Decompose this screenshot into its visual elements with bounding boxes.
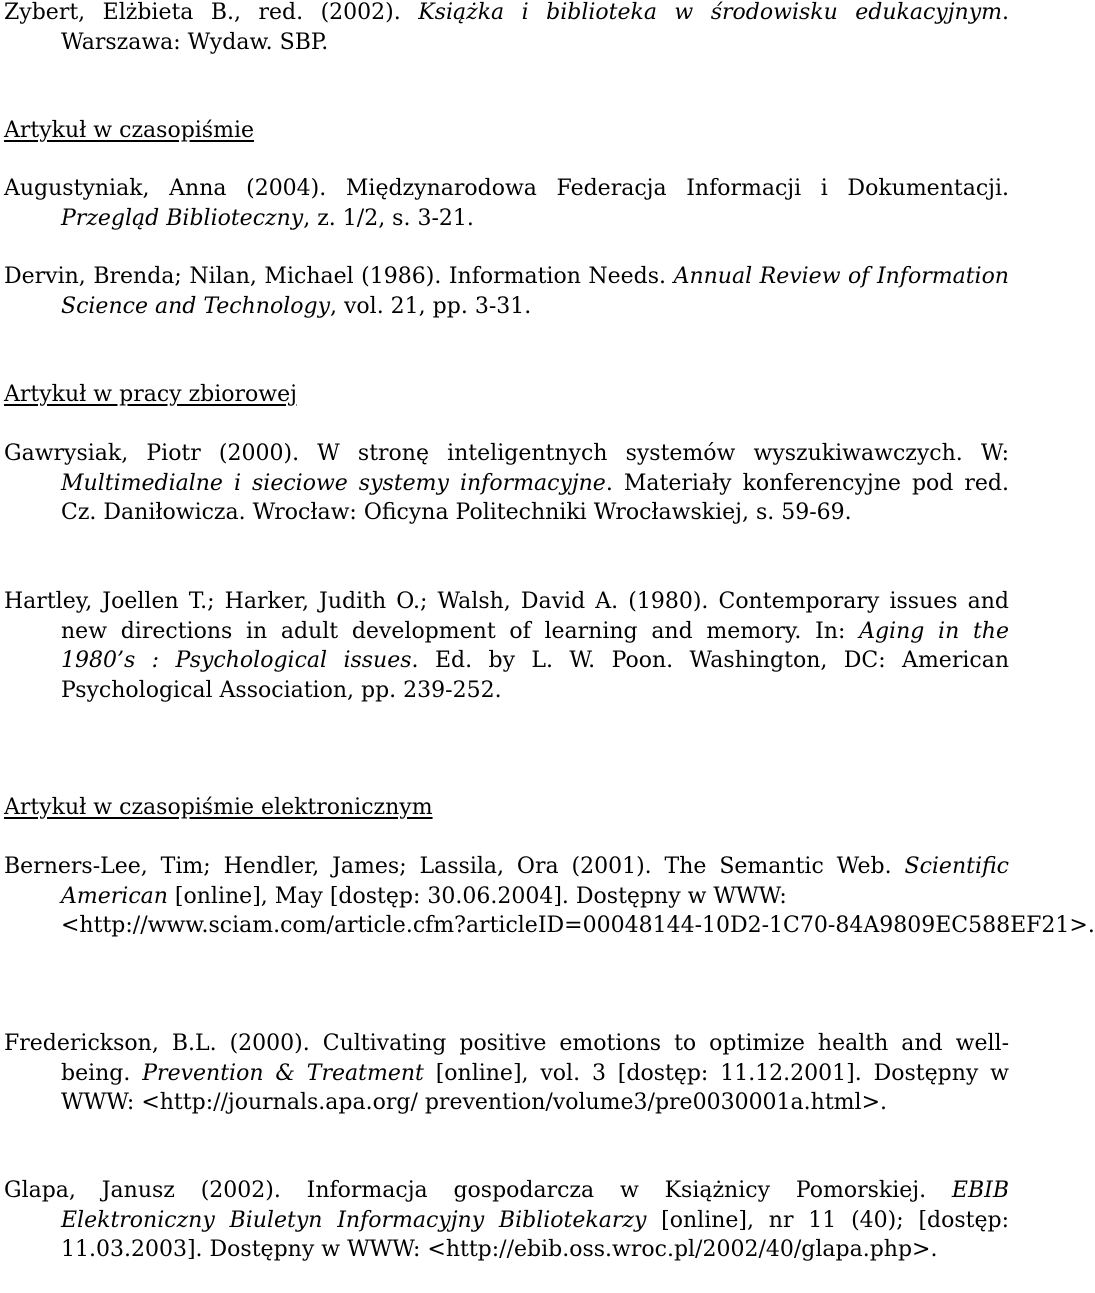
reference-berners-lee: Berners-Lee, Tim; Hendler, James; Lassila, Ora (2001). The Semantic Web. Scientific American [online], May [dostęp: 30.06.2004]. Dostępny w WWW: <http://www.sciam.com/article.cfm?articleID=00048144-10D2-1C70-84A9809EC588EF21>. xyxy=(4,854,1095,938)
section-heading-collective-work-article: Artykuł w pracy zbiorowej xyxy=(4,382,297,407)
reference-dervin: Dervin, Brenda; Nilan, Michael (1986). Information Needs. Annual Review of Information Science and Technology, vol. 21, pp. 3-31. xyxy=(4,264,1009,319)
reference-hartley: Hartley, Joellen T.; Harker, Judith O.; Walsh, David A. (1980). Contemporary issues and new directions in adult development of learning and memory. In: Aging in the 1980’s : Psychological issues. Ed. by L. W. Poon. Washington, DC: American Psychological Association, pp. 239-252. xyxy=(4,589,1009,703)
reference-glapa: Glapa, Janusz (2002). Informacja gospodarcza w Książnicy Pomorskiej. EBIB Elektroniczny Biuletyn Informacyjny Bibliotekarzy [online], nr 11 (40); [dostęp: 11.03.2003]. Dostępny w WWW: <http://ebib.oss.wroc.pl/2002/40/glapa.php>. xyxy=(4,1178,1009,1262)
reference-gawrysiak: Gawrysiak, Piotr (2000). W stronę inteligentnych systemów wyszukiwawczych. W: Multimedialne i sieciowe systemy informacyjne. Materiały konferencyjne pod red. Cz. Daniłowicza. Wrocław: Oficyna Politechniki Wrocławskiej, s. 59-69. xyxy=(4,441,1009,525)
reference-zybert: Zybert, Elżbieta B., red. (2002). Książka i biblioteka w środowisku edukacyjnym. Warszawa: Wydaw. SBP. xyxy=(4,0,1009,55)
section-heading-electronic-journal-article: Artykuł w czasopiśmie elektronicznym xyxy=(4,795,433,820)
reference-url: <http://www.sciam.com/article.cfm?articleID=00048144-10D2-1C70-84A9809EC588EF21>. xyxy=(61,913,1095,938)
reference-frederickson: Frederickson, B.L. (2000). Cultivating positive emotions to optimize health and well-being. Prevention & Treatment [online], vol. 3 [dostęp: 11.12.2001]. Dostępny w WWW: <http://journals.apa.org/ prevention/volume3/pre0030001a.html>. xyxy=(4,1031,1009,1115)
reference-augustyniak: Augustyniak, Anna (2004). Międzynarodowa Federacja Informacji i Dokumentacji. Przegląd Biblioteczny, z. 1/2, s. 3-21. xyxy=(4,176,1009,231)
section-heading-journal-article: Artykuł w czasopiśmie xyxy=(4,118,255,143)
